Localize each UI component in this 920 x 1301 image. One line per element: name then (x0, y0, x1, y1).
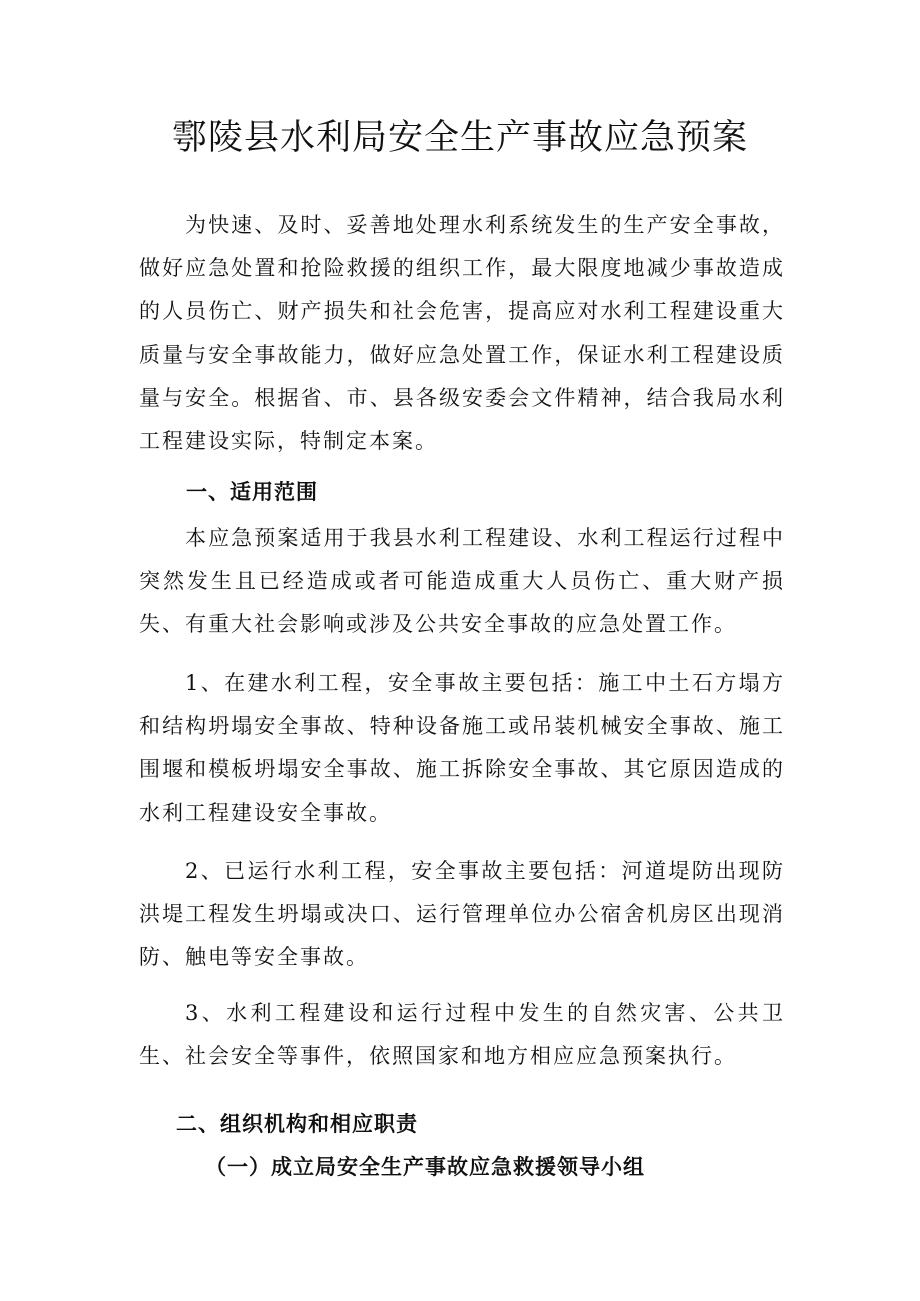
scope-paragraph: 本应急预案适用于我县水利工程建设、水利工程运行过程中突然发生且已经造成或者可能造成重大人员伤亡、重大财产损失、有重大社会影响或涉及公共安全事故的应急处置工作。 (139, 526, 785, 637)
document-title: 鄠陵县水利局安全生产事故应急预案 (171, 118, 748, 158)
section-heading-scope: 一、适用范围 (186, 479, 318, 504)
subsection-heading-leading-group: （一）成立局安全生产事故应急救援领导小组 (205, 1154, 645, 1179)
scope-item-2: 2、已运行水利工程，安全事故主要包括：河道堤防出现防洪堤工程发生坍塌或决口、运行管理单位办公宿舍机房区出现消防、触电等安全事故。 (139, 859, 785, 970)
section-heading-organization: 二、组织机构和相应职责 (176, 1111, 418, 1136)
scope-item-3: 3、水利工程建设和运行过程中发生的自然灾害、公共卫生、社会安全等事件，依照国家和地方相应应急预案执行。 (139, 1001, 785, 1069)
intro-paragraph: 为快速、及时、妥善地处理水利系统发生的生产安全事故，做好应急处置和抢险救援的组织工作，最大限度地减少事故造成的人员伤亡、财产损失和社会危害，提高应对水利工程建设重大质量与安全事故能力，做好应急处置工作，保证水利工程建设质量与安全。根据省、市、县各级安委会文件精神，结合我局水利工程建设实际，特制定本案。 (139, 213, 785, 454)
scope-item-1: 1、在建水利工程，安全事故主要包括：施工中土石方塌方和结构坍塌安全事故、特种设备施工或吊装机械安全事故、施工围堰和模板坍塌安全事故、施工拆除安全事故、其它原因造成的水利工程建设安全事故。 (139, 671, 785, 825)
